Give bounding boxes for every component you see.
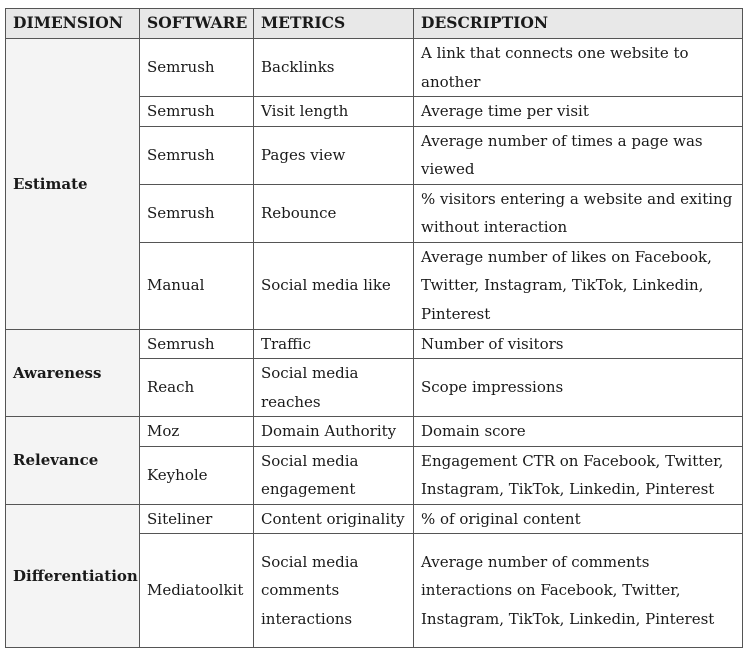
- metric-cell: Traffic: [254, 329, 414, 359]
- software-cell: Semrush: [140, 97, 254, 127]
- description-cell: % visitors entering a website and exiting without interaction: [414, 184, 743, 242]
- metric-cell: Social media like: [254, 242, 414, 329]
- software-cell: Siteliner: [140, 504, 254, 534]
- dimension-cell-awareness: Awareness: [6, 329, 140, 417]
- dimension-cell-estimate: Estimate: [6, 39, 140, 330]
- description-cell: Domain score: [414, 417, 743, 447]
- metrics-table: [5, 8, 743, 648]
- software-cell: Reach: [140, 359, 254, 417]
- metric-cell: Domain Authority: [254, 417, 414, 447]
- header-dimension: DIMENSION: [6, 9, 140, 39]
- software-cell: Mediatoolkit: [140, 534, 254, 648]
- description-cell: Average time per visit: [414, 97, 743, 127]
- description-cell: % of original content: [414, 504, 743, 534]
- metric-cell: Social media comments interactions: [254, 534, 414, 648]
- software-cell: Semrush: [140, 184, 254, 242]
- description-cell: Average number of comments interactions on Facebook, Twitter, Instagram, TikTok, Linkedin, Pinterest: [414, 534, 743, 648]
- metric-cell: Social media engagement: [254, 446, 414, 504]
- table-row: [6, 329, 743, 359]
- description-cell: Average number of likes on Facebook, Twitter, Instagram, TikTok, Linkedin, Pinterest: [414, 242, 743, 329]
- table-row: [6, 39, 743, 97]
- table-row: [6, 417, 743, 447]
- software-cell: Moz: [140, 417, 254, 447]
- metric-cell: Content originality: [254, 504, 414, 534]
- metric-cell: Visit length: [254, 97, 414, 127]
- dimension-cell-differentiation: Differentiation: [6, 504, 140, 648]
- table-row: [6, 504, 743, 534]
- software-cell: Semrush: [140, 39, 254, 97]
- description-cell: Engagement CTR on Facebook, Twitter, Instagram, TikTok, Linkedin, Pinterest: [414, 446, 743, 504]
- description-cell: Average number of times a page was viewed: [414, 126, 743, 184]
- header-metrics: METRICS: [254, 9, 414, 39]
- software-cell: Manual: [140, 242, 254, 329]
- metric-cell: Social media reaches: [254, 359, 414, 417]
- metric-cell: Rebounce: [254, 184, 414, 242]
- description-cell: Scope impressions: [414, 359, 743, 417]
- description-cell: Number of visitors: [414, 329, 743, 359]
- header-description: DESCRIPTION: [414, 9, 743, 39]
- software-cell: Keyhole: [140, 446, 254, 504]
- description-cell: A link that connects one website to another: [414, 39, 743, 97]
- metric-cell: Pages view: [254, 126, 414, 184]
- header-software: SOFTWARE: [140, 9, 254, 39]
- dimension-cell-relevance: Relevance: [6, 417, 140, 505]
- software-cell: Semrush: [140, 126, 254, 184]
- software-cell: Semrush: [140, 329, 254, 359]
- metric-cell: Backlinks: [254, 39, 414, 97]
- header-row: [6, 9, 743, 39]
